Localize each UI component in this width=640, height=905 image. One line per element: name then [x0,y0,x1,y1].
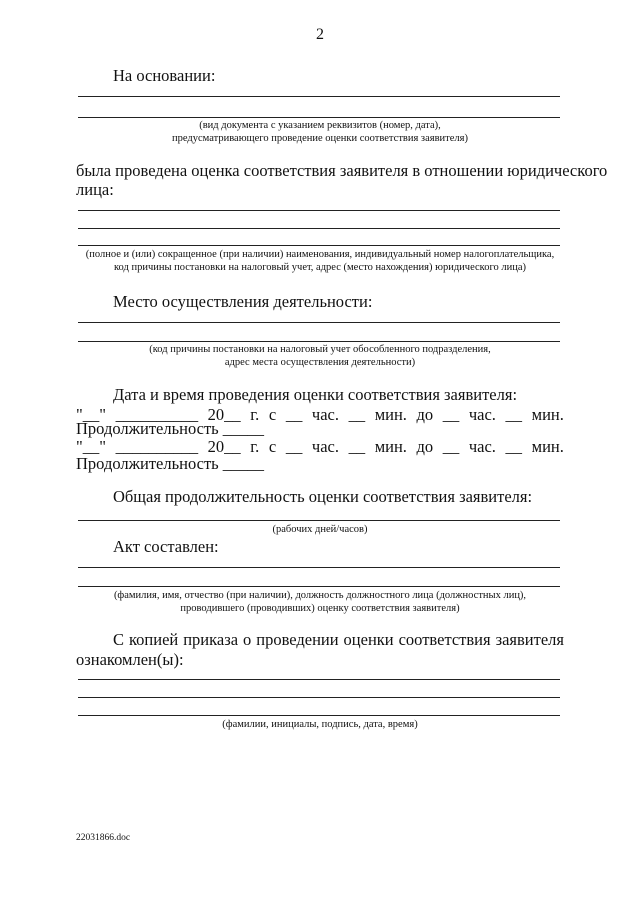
signature-line-2 [78,697,560,698]
year-field: 20__ [207,437,241,456]
signature-line-3 [78,715,560,716]
total-duration-hint: (рабочих дней/часов) [272,524,368,535]
basis-line-1 [78,96,560,97]
copy-word: заявителя [495,630,564,649]
basis-hint-2: предусматривающего проведение оценки соответствия заявителя) [172,133,468,144]
to-word: до [416,437,434,456]
assessment-text-line-2: лица: [76,180,114,199]
basis-label: На основании: [113,66,216,85]
entity-hint-1: (полное и (или) сокращенное (при наличии) наименования, индивидуальный номер налогоплательщика, [85,249,555,260]
act-line-2 [78,586,560,587]
page-number: 2 [316,26,324,43]
copy-word: С [113,630,125,649]
file-name-footer: 22031866.doc [76,833,131,843]
act-hint-1: (фамилия, имя, отчество (при наличии), должность должностного лица (должностных лиц), [113,590,527,601]
day-field: "__" [76,405,106,424]
entity-line-2 [78,228,560,229]
copy-word: приказа [183,630,239,649]
year-suffix: г. [250,405,260,424]
total-duration-label: Общая продолжительность оценки соответствия заявителя: [113,487,533,506]
from-word: с [268,405,277,424]
place-hint-2: адрес места осуществления деятельности) [224,357,416,368]
year-suffix: г. [250,437,260,456]
duration-row-2: Продолжительность _____ [76,454,265,473]
datetime-label: Дата и время проведения оценки соответствия заявителя: [113,385,518,404]
end-minute-field: __ [505,405,523,424]
hour-unit: час. [468,437,496,456]
place-label: Место осуществления деятельности: [113,292,373,311]
from-word: с [268,437,277,456]
entity-line-1 [78,210,560,211]
signature-hint: (фамилии, инициалы, подпись, дата, время) [222,719,418,730]
act-line-1 [78,567,560,568]
month-field: __________ [115,437,199,456]
to-word: до [416,405,434,424]
start-hour-field: __ [285,437,303,456]
copy-word: оценки [343,630,394,649]
total-duration-line [78,520,560,521]
hour-unit: час. [468,405,496,424]
act-hint-2: проводившего (проводивших) оценку соответствия заявителя) [180,603,460,614]
assessment-text-line-1: была проведена оценка соответствия заявителя в отношении юридического [76,161,608,180]
signature-line-1 [78,679,560,680]
hour-unit: час. [311,405,339,424]
place-line-1 [78,322,560,323]
copy-word: проведении [256,630,339,649]
duration-row-1: Продолжительность _____ [76,419,265,438]
year-field: 20__ [207,405,241,424]
copy-word: копией [128,630,179,649]
minute-unit: мин. [531,405,564,424]
place-hint-1: (код причины постановки на налоговый учет обособленного подразделения, [149,344,491,355]
month-field: __________ [115,405,199,424]
day-field: "__" [76,437,106,456]
act-label: Акт составлен: [113,537,219,556]
hour-unit: час. [311,437,339,456]
entity-line-3 [78,245,560,246]
copy-word: о [243,630,252,649]
minute-unit: мин. [374,437,407,456]
basis-hint-1: (вид документа с указанием реквизитов (номер, дата), [199,120,441,131]
copy-word: соответствия [398,630,491,649]
start-hour-field: __ [285,405,303,424]
copy-text-line-1 [113,630,564,649]
minute-unit: мин. [374,405,407,424]
end-hour-field: __ [442,405,460,424]
minute-unit: мин. [531,437,564,456]
end-hour-field: __ [442,437,460,456]
basis-line-2 [78,117,560,118]
start-minute-field: __ [348,405,366,424]
end-minute-field: __ [505,437,523,456]
copy-text-line-2: ознакомлен(ы): [76,650,184,669]
start-minute-field: __ [348,437,366,456]
place-line-2 [78,341,560,342]
entity-hint-2: код причины постановки на налоговый учет, адрес (место нахождения) юридического лица) [113,262,527,273]
